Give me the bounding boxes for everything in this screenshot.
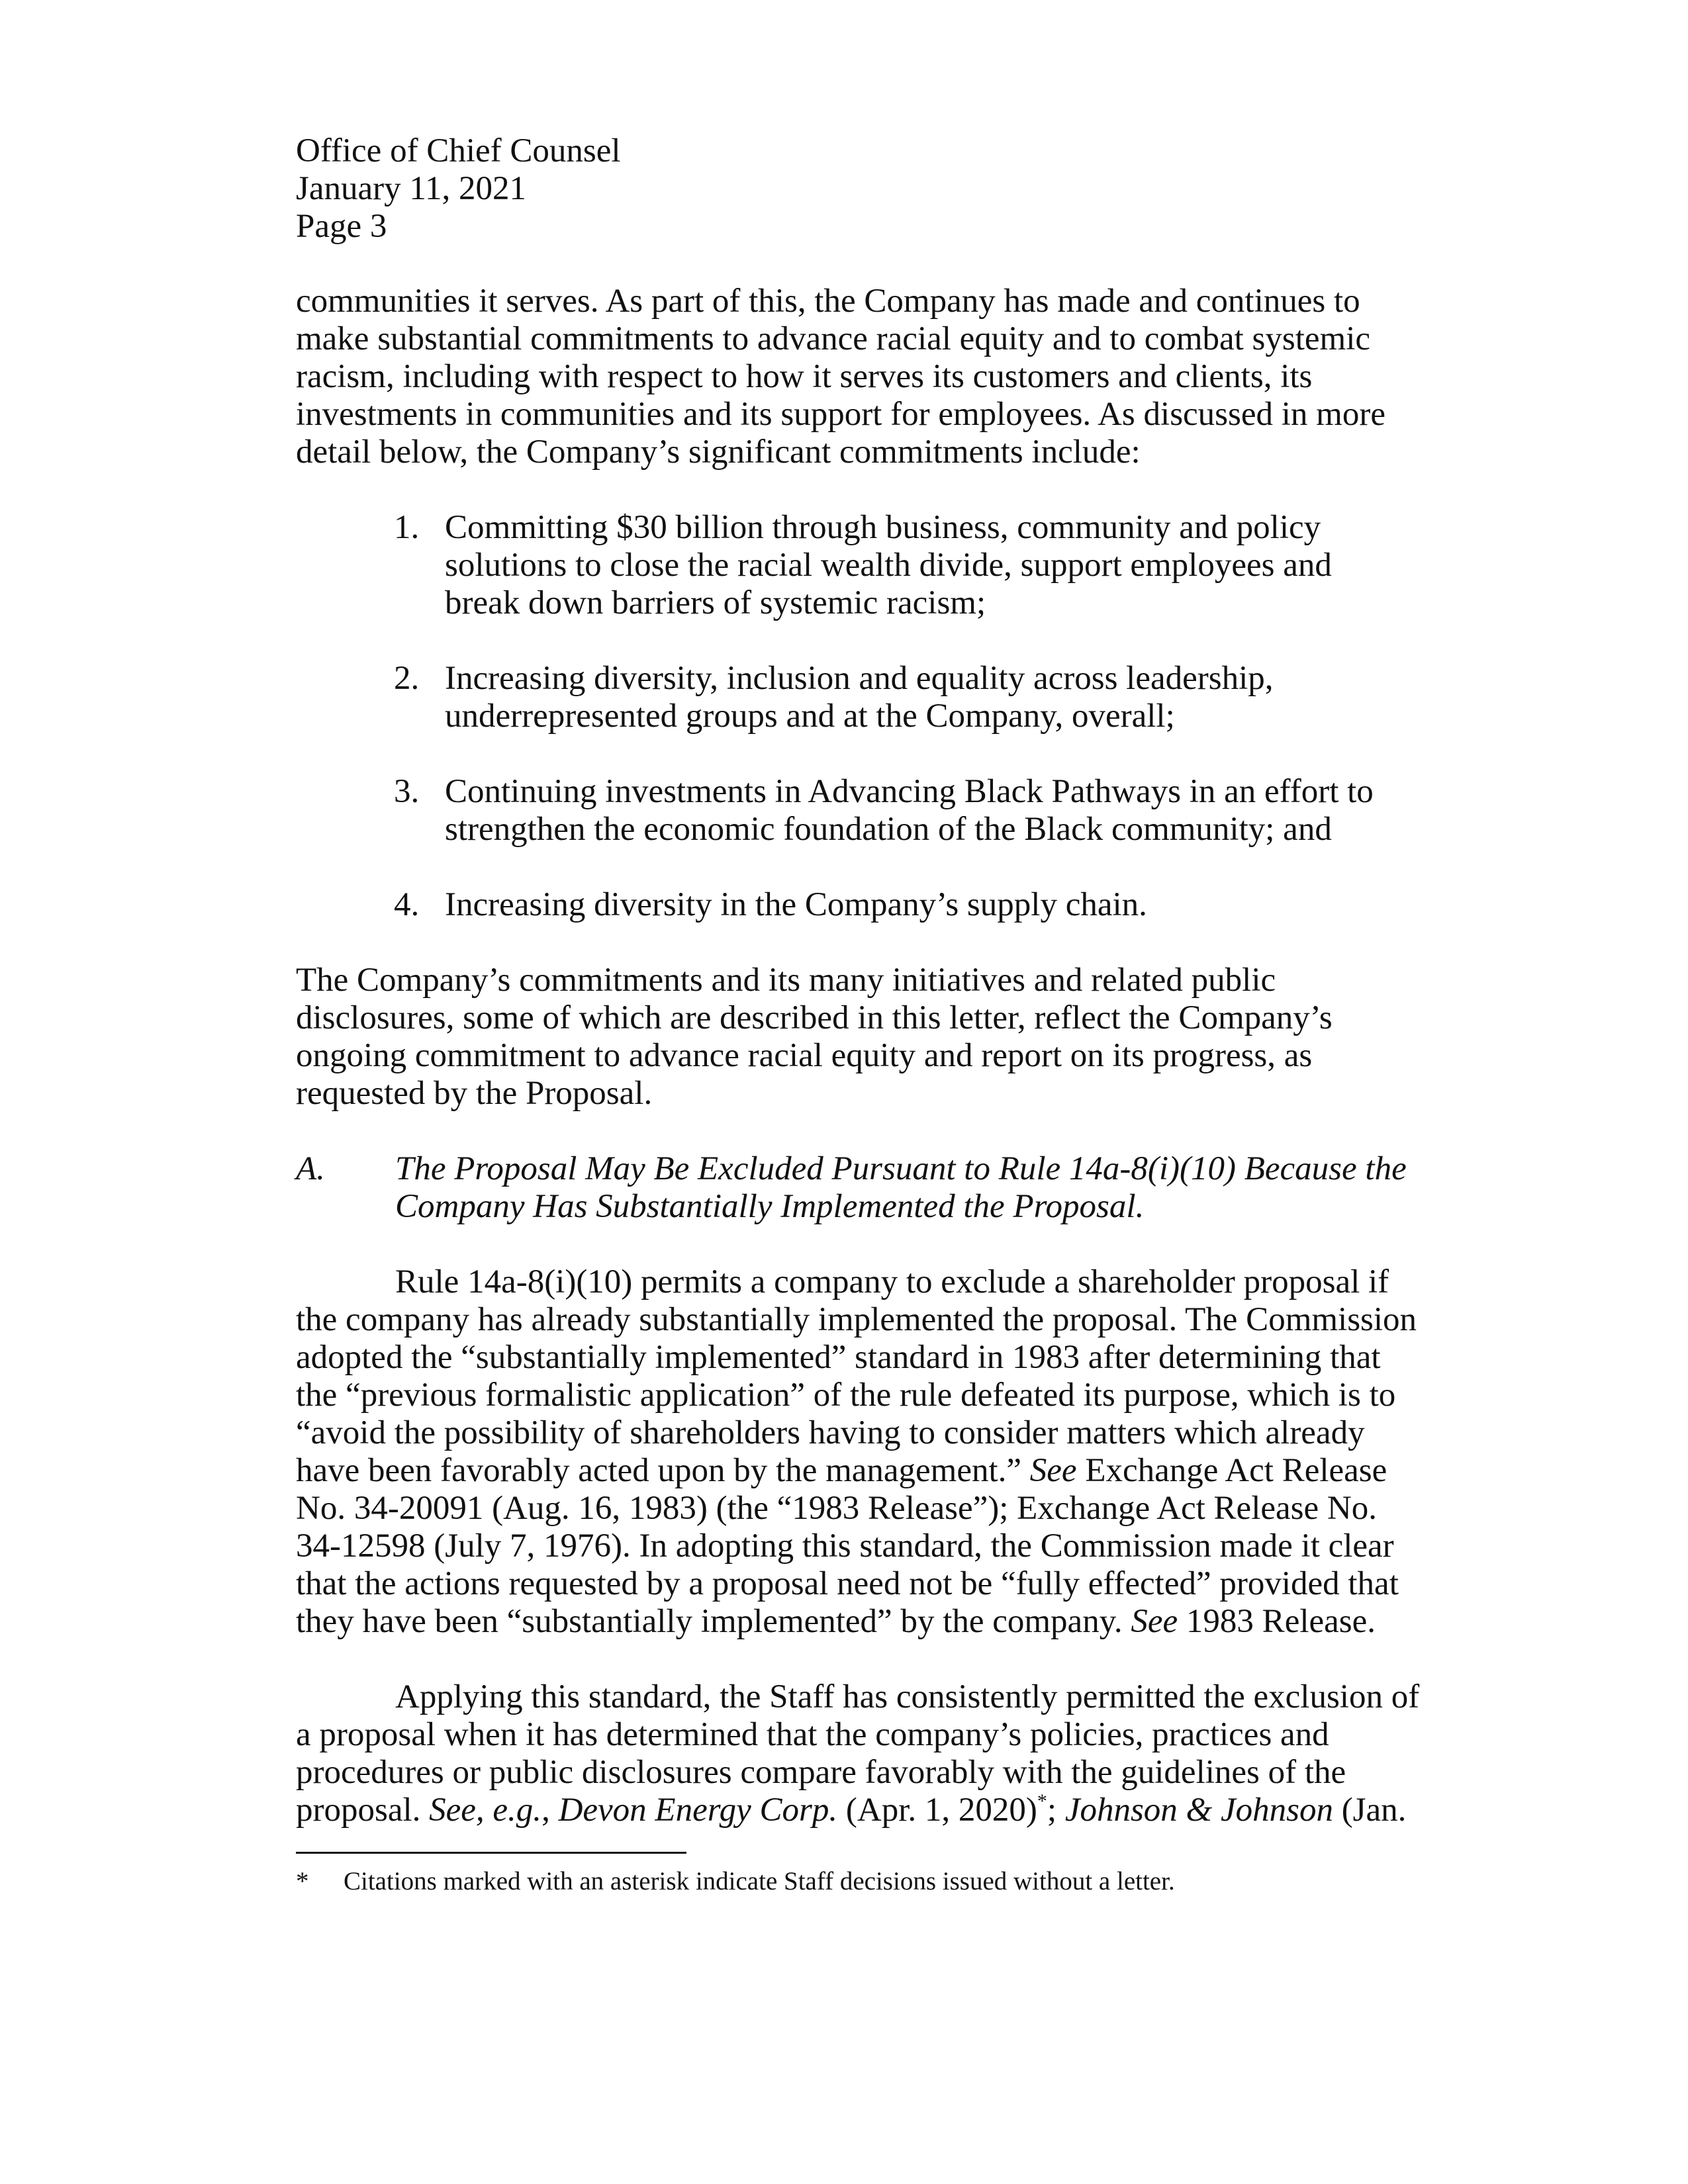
list-item-text: Increasing diversity in the Company’s supply chain. bbox=[445, 886, 1147, 923]
commitments-list bbox=[296, 509, 1421, 924]
list-item-text: Committing $30 billion through business, community and policy solutions to close the racial wealth divide, support employees and break down barriers of systemic racism; bbox=[445, 509, 1332, 621]
case-date: (Jan. bbox=[1333, 1792, 1407, 1829]
comma: , bbox=[541, 1792, 559, 1829]
see-signal: See bbox=[1029, 1452, 1077, 1489]
rule-paragraph bbox=[296, 1263, 1421, 1641]
header-page-number: Page 3 bbox=[296, 208, 387, 245]
section-a-heading bbox=[296, 1150, 1421, 1226]
list-item-number: 3. bbox=[394, 773, 420, 810]
section-title: The Proposal May Be Excluded Pursuant to Rule 14a-8(i)(10) Because the Company Has Substantially Implemented the Proposal. bbox=[395, 1150, 1407, 1225]
list-item-number: 4. bbox=[394, 886, 420, 923]
header-date: January 11, 2021 bbox=[296, 170, 526, 207]
footnote-mark: * bbox=[296, 1867, 309, 1895]
footnote-text: Citations marked with an asterisk indicate Staff decisions issued without a letter. bbox=[344, 1867, 1175, 1895]
footnote-divider bbox=[296, 1852, 686, 1854]
see-eg-signal: See, e.g. bbox=[429, 1792, 542, 1829]
list-item-text: Increasing diversity, inclusion and equality across leadership, underrepresented groups and at the Company, overall; bbox=[445, 660, 1274, 735]
case-name: Johnson & Johnson bbox=[1064, 1792, 1333, 1829]
list-item bbox=[296, 509, 1421, 622]
see-signal: See bbox=[1131, 1603, 1178, 1640]
footnote-reference: * bbox=[1037, 1790, 1047, 1812]
list-item bbox=[296, 660, 1421, 735]
applying-paragraph bbox=[296, 1678, 1421, 1829]
rule-text-2: Exchange Act Release No. 34-20091 (Aug. 16, 1983) (the “1983 Release”); Exchange Act Release No. 34-12598 (July 7, 1976). In adopting this standard, the Commission made it clear that the actions requested by a proposal need not be “fully effected” provided that they have been “substantially implemented” by the company. bbox=[296, 1452, 1399, 1640]
applying-text: Applying this standard, the Staff has consistently permitted the exclusion of a proposal when it has determined that the company’s policies, practices and procedures or public disclosures compare favorably with the guidelines of the proposal. bbox=[296, 1678, 1420, 1829]
header-recipient: Office of Chief Counsel bbox=[296, 132, 621, 169]
list-item-text: Continuing investments in Advancing Black Pathways in an effort to strengthen the economic foundation of the Black community; and bbox=[445, 773, 1374, 848]
intro-paragraph: communities it serves. As part of this, the Company has made and continues to make substantial commitments to advance racial equity and to combat systemic racism, including with respect to how it serves its customers and clients, its investments in communities and its support for employees. As discussed in more detail below, the Company’s significant commitments include: bbox=[296, 283, 1385, 471]
case-name: Devon Energy Corp. bbox=[558, 1792, 838, 1829]
section-letter: A. bbox=[296, 1150, 325, 1187]
list-item bbox=[296, 773, 1421, 848]
separator: ; bbox=[1047, 1792, 1065, 1829]
footnote bbox=[296, 1866, 1421, 1897]
rule-text-1: Rule 14a-8(i)(10) permits a company to exclude a shareholder proposal if the company has already substantially implemented the proposal. The Commission adopted the “substantially implemented” standard in 1983 after determining that the “previous formalistic application” of the rule defeated its purpose, which is to “avoid the possibility of shareholders having to consider matters which already have been favorably acted upon by the management.” bbox=[296, 1263, 1417, 1489]
rule-text-3: 1983 Release. bbox=[1178, 1603, 1376, 1640]
page-content bbox=[296, 132, 1421, 1829]
list-item-number: 2. bbox=[394, 660, 420, 697]
summary-paragraph: The Company’s commitments and its many initiatives and related public disclosures, some of which are described in this letter, reflect the Company’s ongoing commitment to advance racial equity and report on its progress, as requested by the Proposal. bbox=[296, 962, 1333, 1112]
case-date: (Apr. 1, 2020) bbox=[837, 1792, 1037, 1829]
letter-header bbox=[296, 132, 1421, 246]
list-item-number: 1. bbox=[394, 509, 420, 546]
list-item bbox=[296, 886, 1421, 924]
